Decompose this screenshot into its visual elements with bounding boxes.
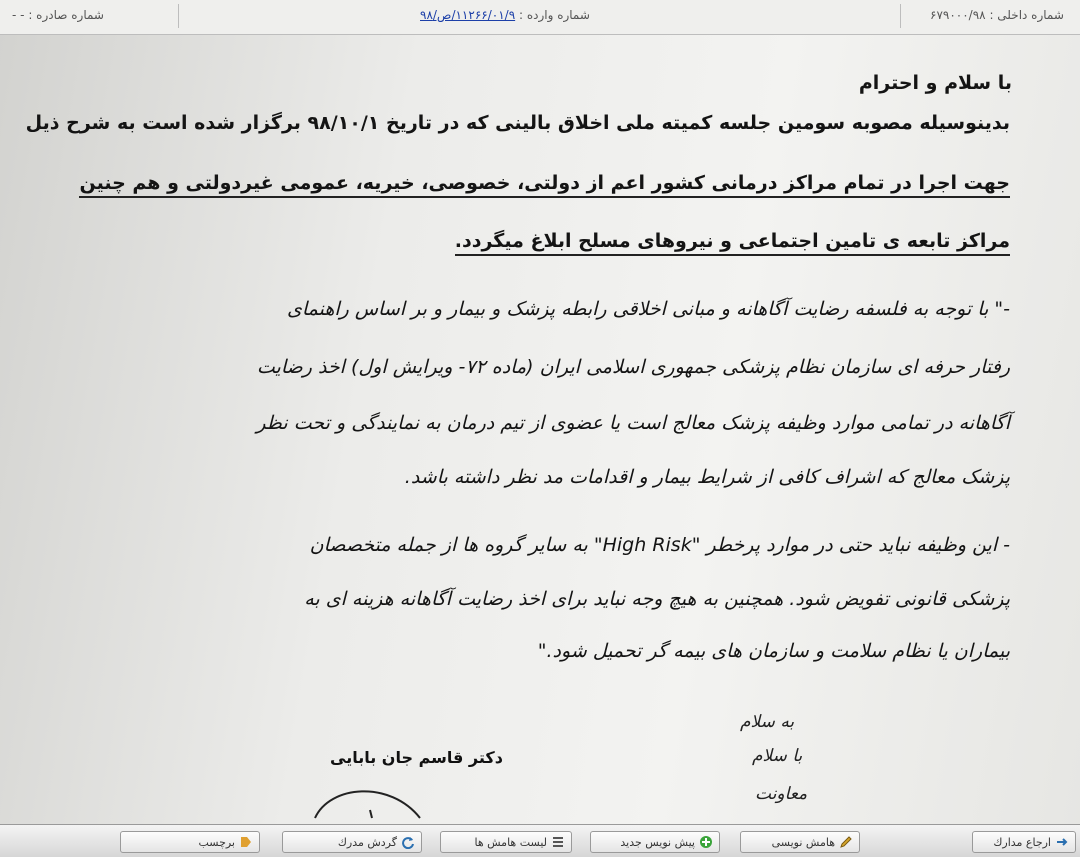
paragraph-3-line-1: - این وظیفه نباید حتی در موارد پرخطر "High Risk" به سایر گروه ها از جمله متخصصان [309,534,1010,556]
notes-list-label: لیست هامش ها [474,835,547,849]
label-button[interactable] [120,831,260,853]
paragraph-3-line-3: بیماران یا نظام سلامت و سازمان های بیمه گر تحمیل شود." [537,640,1010,662]
paragraph-2-line-4: پزشک معالج که اشراف کافی از شرایط بیمار و اقدامات مد نظر داشته باشد. [404,466,1010,488]
refer-icon [1055,835,1069,849]
internal-number-value: ۶۷۹۰۰۰/۹۸ [930,8,986,22]
paragraph-2-line-2: رفتار حرفه ای سازمان نظام پزشکی جمهوری اسلامی ایران (ماده ۷۲- ویرایش اول) اخذ رضایت [256,356,1010,378]
action-toolbar [0,824,1080,857]
new-draft-label: پیش نویس جدید [620,835,695,849]
signature-name: دکتر قاسم جان بابایی [330,748,503,767]
refer-document-button[interactable] [972,831,1076,853]
greeting: با سلام و احترام [858,72,1012,94]
outgoing-number [12,8,104,22]
paragraph-2-line-3: آگاهانه در تمامی موارد وظیفه پزشک معالج است یا عضوی از تیم درمان به نمایندگی و تحت نظر [256,412,1010,434]
list-icon [551,835,565,849]
add-note-label: هامش نويسی [771,835,835,849]
handwritten-note-3: معاونت [755,784,808,804]
header-divider [178,4,179,28]
internal-number-label: شماره داخلی : [989,8,1064,22]
signature-scribble [310,780,440,820]
document-flow-button[interactable] [282,831,422,853]
paragraph-1-line-1: بدینوسیله مصوبه سومین جلسه کمیته ملی اخلاق بالینی که در تاریخ ۹۸/۱۰/۱ برگزار شده است به شرح ذیل [25,112,1010,134]
plus-icon [699,835,713,849]
header-divider [900,4,901,28]
pencil-icon [839,835,853,849]
incoming-number-label: شماره وارده : [518,8,590,22]
notes-list-button[interactable] [440,831,572,853]
paragraph-3-line-2: پزشکی قانونی تفویض شود. همچنین به هیچ وجه نباید برای اخذ رضایت آگاهانه هزینه ای به [304,588,1010,610]
internal-number [930,8,1064,22]
refresh-icon [401,835,415,849]
outgoing-number-value: - - [12,8,25,22]
new-draft-button[interactable] [590,831,720,853]
refer-document-label: ارجاع مدارك [993,835,1051,849]
paragraph-1-line-3: مراکز تابعه ی تامین اجتماعی و نیروهای مسلح ابلاغ میگردد. [455,230,1010,256]
handwritten-note-2: با سلام [752,746,803,766]
label-button-label: برچسب [198,835,235,849]
handwritten-note-1: به سلام [740,712,795,732]
tag-icon [239,835,253,849]
letter-header [0,0,1080,35]
paragraph-1-line-2: جهت اجرا در تمام مراکز درمانی کشور اعم از دولتی، خصوصی، خیریه، عمومی غیردولتی و هم چنین [79,172,1010,198]
paragraph-2-line-1: -" با توجه به فلسفه رضایت آگاهانه و مبانی اخلاقی رابطه پزشک و بیمار و بر اساس راهنمای [286,298,1010,320]
document-flow-label: گردش مدرك [337,835,397,849]
incoming-number [420,8,590,22]
add-note-button[interactable] [740,831,860,853]
letter-body [25,40,1040,810]
incoming-number-link[interactable]: ۱۱۲۶۶/۰۱/۹/ص/۹۸ [420,8,516,22]
outgoing-number-label: شماره صادره : [28,8,104,22]
